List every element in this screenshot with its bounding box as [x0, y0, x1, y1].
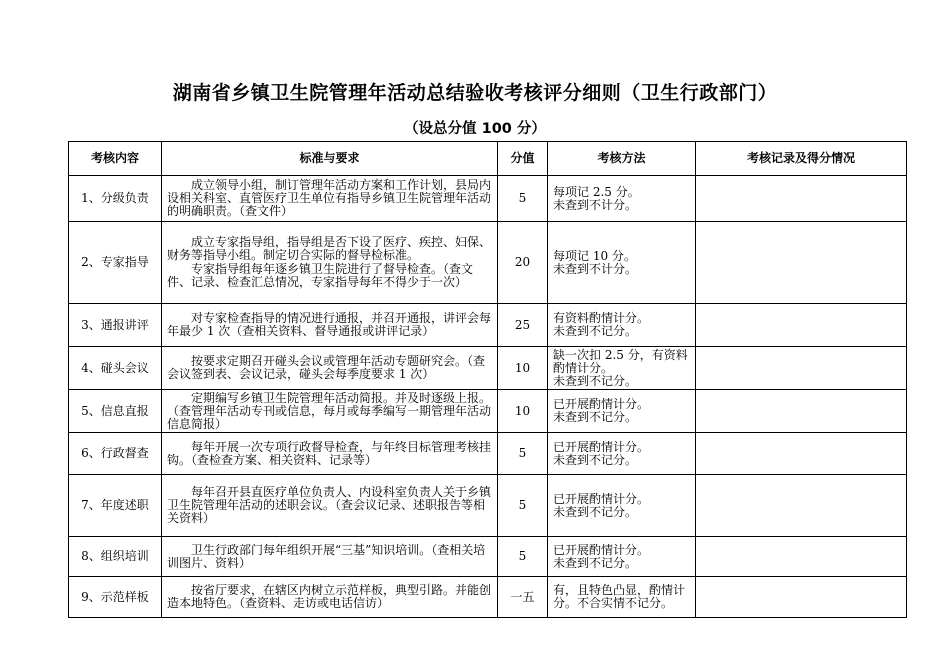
score-cell: 25: [498, 304, 548, 347]
table-row: [69, 433, 907, 475]
method-cell: [548, 222, 696, 304]
document-title: 湖南省乡镇卫生院管理年活动总结验收考核评分细则（卫生行政部门）: [172, 82, 778, 104]
table-row: [69, 577, 907, 618]
method-text: 未查到不计分。: [553, 197, 638, 212]
record-cell[interactable]: [696, 577, 907, 618]
assessment-item-cell: 4、碰头会议: [69, 347, 162, 390]
score-cell: 5: [498, 176, 548, 222]
method-cell: [548, 577, 696, 618]
table-row: [69, 222, 907, 304]
method-cell: [548, 475, 696, 537]
method-text: 未查到不计分。: [553, 261, 638, 276]
score-cell: 5: [498, 475, 548, 537]
standard-cell: [162, 222, 498, 304]
method-text: 有资料酌情计分。: [553, 311, 650, 325]
method-cell: [548, 390, 696, 433]
score-cell: 一五: [498, 577, 548, 618]
header-standard: 标准与要求: [162, 142, 498, 176]
method-text: 有，且特色凸显，酌情计分。不合实情不记分。: [553, 583, 686, 610]
standard-text: 卫生行政部门每年组织开展“三基”知识培训。（查相关培训图片、资料）: [167, 542, 486, 570]
method-cell: [548, 176, 696, 222]
score-cell: 5: [498, 537, 548, 577]
method-text: 已开展酌情计分。: [553, 397, 650, 411]
score-cell: 10: [498, 390, 548, 433]
record-cell[interactable]: [696, 390, 907, 433]
standard-text: 专家指导组每年逐乡镇卫生院进行了督导检查。（查文件、记录、检查汇总情况，专家指导每年不得少于一次）: [167, 262, 474, 289]
method-text: 未查到不记分。: [553, 504, 638, 519]
assessment-item-cell: 2、专家指导: [69, 222, 162, 304]
assessment-item-cell: 5、信息直报: [69, 390, 162, 433]
standard-cell: [162, 176, 498, 222]
header-record: 考核记录及得分情况: [696, 142, 907, 176]
score-cell: 20: [498, 222, 548, 304]
standard-text: 成立领导小组，制订管理年活动方案和工作计划，县局内设相关科室、直管医疗卫生单位有指导乡镇卫生院管理年活动的明确职责。（查文件）: [167, 178, 492, 218]
record-cell[interactable]: [696, 537, 907, 577]
standard-text: 按要求定期召开碰头会议或管理年活动专题研究会。（查会议签到表、会议记录，碰头会每季度要求 1 次）: [167, 354, 486, 381]
table-header-row: [69, 142, 907, 176]
assessment-item-cell: 6、行政督查: [69, 433, 162, 475]
standard-cell: [162, 304, 498, 347]
method-text: 未查到不记分。: [553, 410, 638, 424]
table-row: [69, 390, 907, 433]
table-row: [69, 347, 907, 390]
assessment-item-cell: 9、示范样板: [69, 577, 162, 618]
standard-cell: [162, 347, 498, 390]
method-text: 未查到不记分。: [553, 555, 638, 570]
method-text: 已开展酌情计分。: [553, 439, 650, 454]
method-text: 已开展酌情计分。: [553, 491, 650, 506]
header-score: 分值: [498, 142, 548, 176]
standard-cell: [162, 433, 498, 475]
assessment-item-cell: 1、分级负责: [69, 176, 162, 222]
record-cell[interactable]: [696, 304, 907, 347]
standard-cell: [162, 537, 498, 577]
standard-text: 每年开展一次专项行政督导检查，与年终目标管理考核挂钩。（查检查方案、相关资料、记录等）: [167, 439, 492, 467]
standard-text: 成立专家指导组，指导组是否下设了医疗、疾控、妇保、财务等指导小组。制定切合实际的督导检标准。: [167, 235, 492, 262]
standard-cell: [162, 475, 498, 537]
score-cell: 5: [498, 433, 548, 475]
method-text: 未查到不记分。: [553, 373, 638, 388]
method-text: 已开展酌情计分。: [553, 542, 650, 557]
standard-cell: [162, 390, 498, 433]
standard-text: 定期编写乡镇卫生院管理年活动简报。并及时逐级上报。（查管理年活动专刊或信息，每月或每季编写一期管理年活动信息简报）: [167, 390, 492, 431]
method-cell: [548, 304, 696, 347]
method-text: 未查到不记分。: [553, 324, 638, 338]
method-cell: [548, 433, 696, 475]
table-row: [69, 537, 907, 577]
method-text: 每项记 10 分。: [553, 248, 636, 263]
record-cell[interactable]: [696, 347, 907, 390]
record-cell[interactable]: [696, 176, 907, 222]
table-row: [69, 176, 907, 222]
method-text: 每项记 2.5 分。: [553, 184, 640, 199]
record-cell[interactable]: [696, 475, 907, 537]
record-cell[interactable]: [696, 433, 907, 475]
method-text: 未查到不记分。: [553, 452, 638, 467]
method-cell: [548, 537, 696, 577]
header-method: 考核方法: [548, 142, 696, 176]
standard-cell: [162, 577, 498, 618]
standard-text: 对专家检查指导的情况进行通报，并召开通报，讲评会每年最少 1 次（查相关资料、督导通报或讲评记录）: [167, 311, 492, 338]
standard-text: 按省厅要求，在辖区内树立示范样板，典型引路。并能创造本地特色。（查资料、走访或电话信访）: [167, 583, 492, 610]
assessment-item-cell: 7、年度述职: [69, 475, 162, 537]
score-cell: 10: [498, 347, 548, 390]
document-subtitle: （设总分值 100 分）: [404, 121, 546, 137]
assessment-item-cell: 8、组织培训: [69, 537, 162, 577]
scoring-table: [68, 141, 907, 618]
table-row: [69, 304, 907, 347]
record-cell[interactable]: [696, 222, 907, 304]
method-text: 缺一次扣 2.5 分，有资料酌情计分。: [553, 347, 688, 375]
method-cell: [548, 347, 696, 390]
header-assessment-item: 考核内容: [69, 142, 162, 176]
table-row: [69, 475, 907, 537]
assessment-item-cell: 3、通报讲评: [69, 304, 162, 347]
standard-text: 每年召开县直医疗单位负责人、内设科室负责人关于乡镇卫生院管理年活动的述职会议。（查会议记录、述职报告等相关资料）: [167, 485, 492, 525]
